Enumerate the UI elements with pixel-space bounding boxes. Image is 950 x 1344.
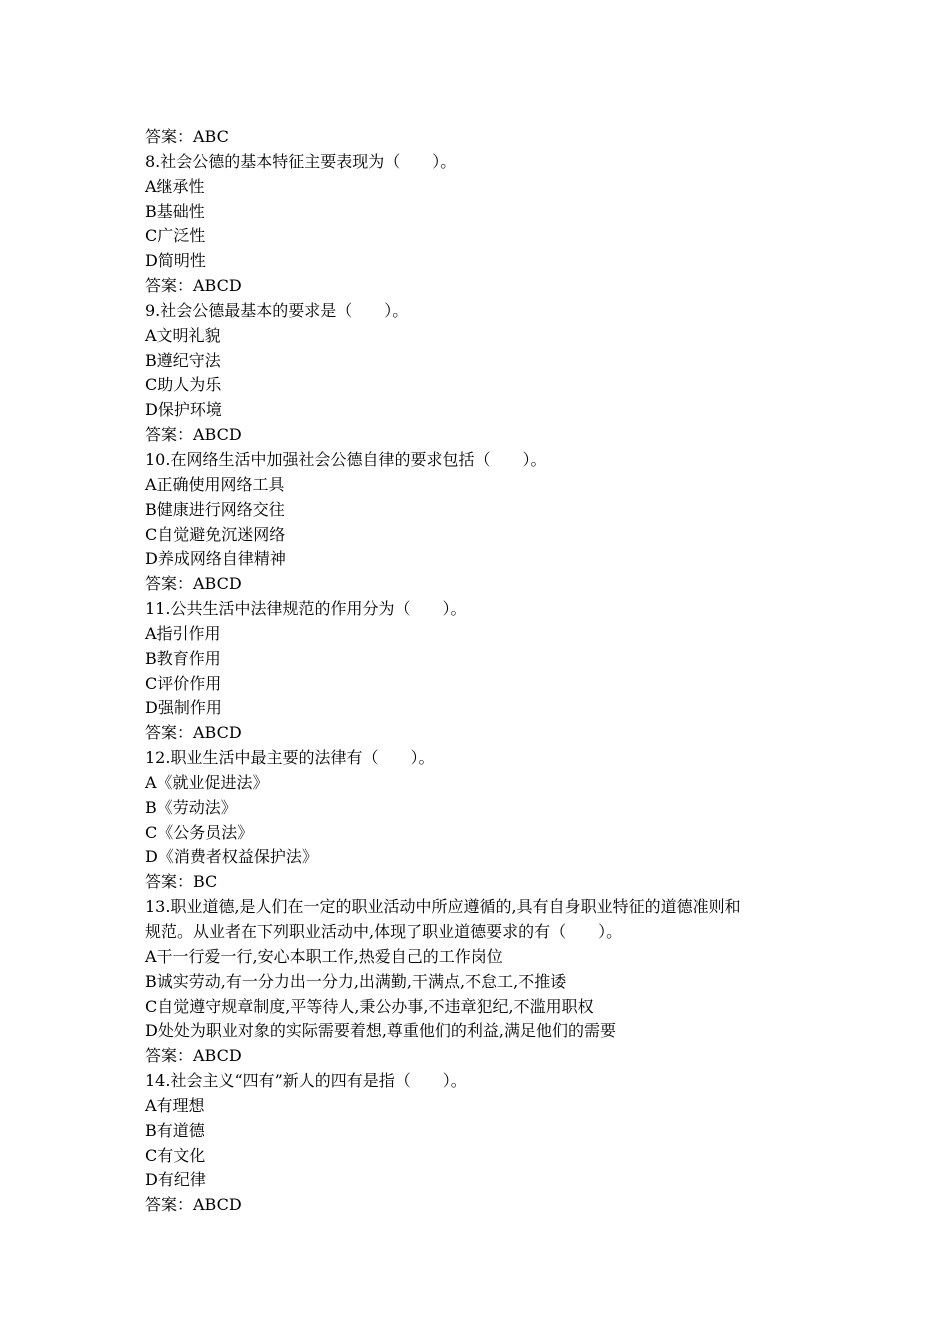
answer-line: 答案：ABCD bbox=[145, 723, 242, 743]
answer-line: 答案：ABCD bbox=[145, 425, 242, 445]
option-line: C助人为乐 bbox=[145, 375, 222, 395]
answer-line: 答案：ABCD bbox=[145, 276, 242, 296]
answer-line: 答案：BC bbox=[145, 872, 218, 892]
option-line: D保护环境 bbox=[145, 400, 222, 420]
option-line: A指引作用 bbox=[145, 623, 221, 643]
answer-line: 答案：ABCD bbox=[145, 1195, 242, 1215]
document-body bbox=[145, 125, 815, 1218]
option-line: B有道德 bbox=[145, 1120, 205, 1140]
option-line: C自觉避免沉迷网络 bbox=[145, 524, 286, 544]
option-line: B《劳动法》 bbox=[145, 797, 237, 817]
question-13: 13.职业道德,是人们在一定的职业活动中所应遵循的,具有自身职业特征的道德准则和 bbox=[145, 897, 741, 917]
answer-line: 答案：ABCD bbox=[145, 574, 242, 594]
option-line: B基础性 bbox=[145, 201, 205, 221]
option-line: C评价作用 bbox=[145, 673, 222, 693]
option-line: B教育作用 bbox=[145, 648, 221, 668]
question-13-continued: 规范。从业者在下列职业活动中,体现了职业道德要求的有（ ）。 bbox=[145, 922, 623, 941]
option-line: C自觉遵守规章制度,平等待人,秉公办事,不违章犯纪,不滥用职权 bbox=[145, 996, 594, 1016]
question-9: 9.社会公德最基本的要求是（ ）。 bbox=[145, 300, 409, 320]
option-line: C有文化 bbox=[145, 1145, 206, 1165]
question-11: 11.公共生活中法律规范的作用分为（ ）。 bbox=[145, 599, 467, 619]
question-10: 10.在网络生活中加强社会公德自律的要求包括（ ）。 bbox=[145, 449, 547, 469]
option-line: D简明性 bbox=[145, 251, 206, 271]
option-line: A继承性 bbox=[145, 176, 205, 196]
option-line: A文明礼貌 bbox=[145, 325, 221, 345]
question-8: 8.社会公德的基本特征主要表现为（ ）。 bbox=[145, 151, 457, 171]
question-12: 12.职业生活中最主要的法律有（ ）。 bbox=[145, 748, 435, 768]
option-line: B诚实劳动,有一分力出一分力,出满勤,干满点,不怠工,不推诿 bbox=[145, 971, 567, 991]
question-14: 14.社会主义“四有”新人的四有是指（ ）。 bbox=[145, 1071, 467, 1091]
option-line: A正确使用网络工具 bbox=[145, 474, 285, 494]
option-line: A《就业促进法》 bbox=[145, 772, 269, 792]
option-line: C广泛性 bbox=[145, 226, 206, 246]
option-line: B遵纪守法 bbox=[145, 350, 221, 370]
option-line: A干一行爱一行,安心本职工作,热爱自己的工作岗位 bbox=[145, 946, 503, 966]
option-line: A有理想 bbox=[145, 1095, 205, 1115]
option-line: D强制作用 bbox=[145, 698, 222, 718]
option-line: D《消费者权益保护法》 bbox=[145, 847, 318, 867]
option-line: D处处为职业对象的实际需要着想,尊重他们的利益,满足他们的需要 bbox=[145, 1021, 617, 1041]
answer-line: 答案：ABC bbox=[145, 127, 229, 146]
option-line: D有纪律 bbox=[145, 1170, 206, 1190]
option-line: D养成网络自律精神 bbox=[145, 549, 286, 569]
option-line: B健康进行网络交往 bbox=[145, 499, 285, 519]
answer-line: 答案：ABCD bbox=[145, 1046, 242, 1066]
option-line: C《公务员法》 bbox=[145, 822, 254, 842]
